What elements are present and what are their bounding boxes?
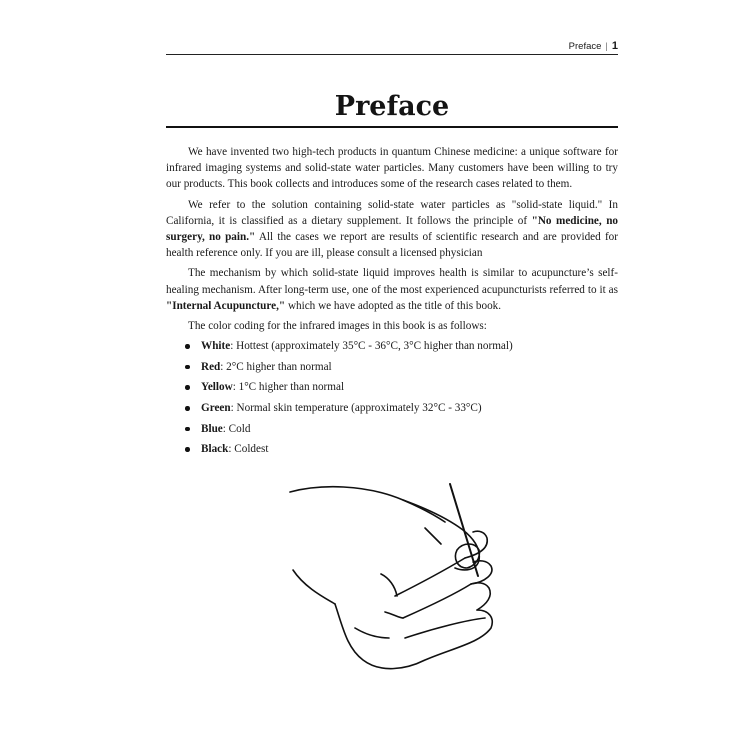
color-description: : Normal skin temperature (approximately 32°C - 33°C) bbox=[230, 402, 482, 415]
color-name: Green bbox=[201, 402, 231, 415]
color-name: Black bbox=[201, 443, 229, 456]
color-name: Red bbox=[201, 360, 221, 373]
paragraph-text: All the cases we report are results of scientific research and are provided for health reference only. If you are ill, please consult a licensed physician bbox=[166, 231, 618, 260]
color-name: Yellow bbox=[201, 381, 233, 394]
list-item bbox=[166, 359, 618, 375]
bullet-icon bbox=[185, 385, 190, 390]
book-title-emphasis: "Internal Acupuncture," bbox=[166, 299, 286, 312]
bullet-icon bbox=[185, 427, 190, 432]
list-item bbox=[166, 338, 618, 354]
paragraph-color-coding-intro: The color coding for the infrared images in this book is as follows: bbox=[188, 320, 487, 333]
paragraph-text: The mechanism by which solid-state liquid improves health is similar to acupuncture’s self-healing mechanism. After long-term use, one of the most experienced acupuncturists referred to it as bbox=[166, 267, 618, 296]
bullet-icon bbox=[185, 406, 190, 411]
principle-emphasis: "No medicine, no surgery, no pain." bbox=[166, 214, 619, 244]
page-number: 1 bbox=[611, 40, 618, 52]
color-description: : 2°C higher than normal bbox=[220, 360, 332, 373]
list-item bbox=[166, 379, 618, 395]
color-description: : 1°C higher than normal bbox=[232, 381, 345, 394]
paragraph-text: We refer to the solution containing solid-state water particles as "solid-state liquid." In California, it is classified as a dietary supplement. It follows the principle of bbox=[166, 198, 618, 227]
list-item bbox=[166, 400, 618, 416]
running-header bbox=[166, 40, 618, 55]
bullet-icon bbox=[185, 447, 190, 452]
paragraph-intro: We have invented two high-tech products in quantum Chinese medicine: a unique software for infrared imaging systems and solid-state water particles. Many customers have been willing to try our products. This book collects and introduces some of the research cases related to them. bbox=[166, 146, 618, 191]
body-text bbox=[166, 144, 618, 462]
color-description: : Cold bbox=[222, 422, 251, 435]
paragraph-mechanism bbox=[166, 265, 618, 314]
paragraph-text: which we have adopted as the title of this book. bbox=[285, 299, 502, 312]
bullet-icon bbox=[185, 365, 190, 370]
paragraph-solid-state-liquid bbox=[166, 197, 618, 262]
list-item bbox=[166, 441, 618, 457]
title-underline bbox=[166, 126, 618, 128]
color-coding-list bbox=[166, 338, 618, 457]
bullet-icon bbox=[185, 344, 190, 349]
header-separator: | bbox=[605, 41, 608, 52]
color-name: Blue bbox=[201, 422, 223, 435]
color-description: : Hottest (approximately 35°C - 36°C, 3°C higher than normal) bbox=[230, 340, 513, 353]
hand-holding-acupuncture-needle-icon bbox=[285, 478, 500, 688]
color-name: White bbox=[201, 340, 231, 353]
list-item bbox=[166, 421, 618, 437]
header-section-title: Preface bbox=[568, 41, 602, 52]
page-title: Preface bbox=[334, 91, 450, 122]
color-description: : Coldest bbox=[228, 443, 269, 456]
